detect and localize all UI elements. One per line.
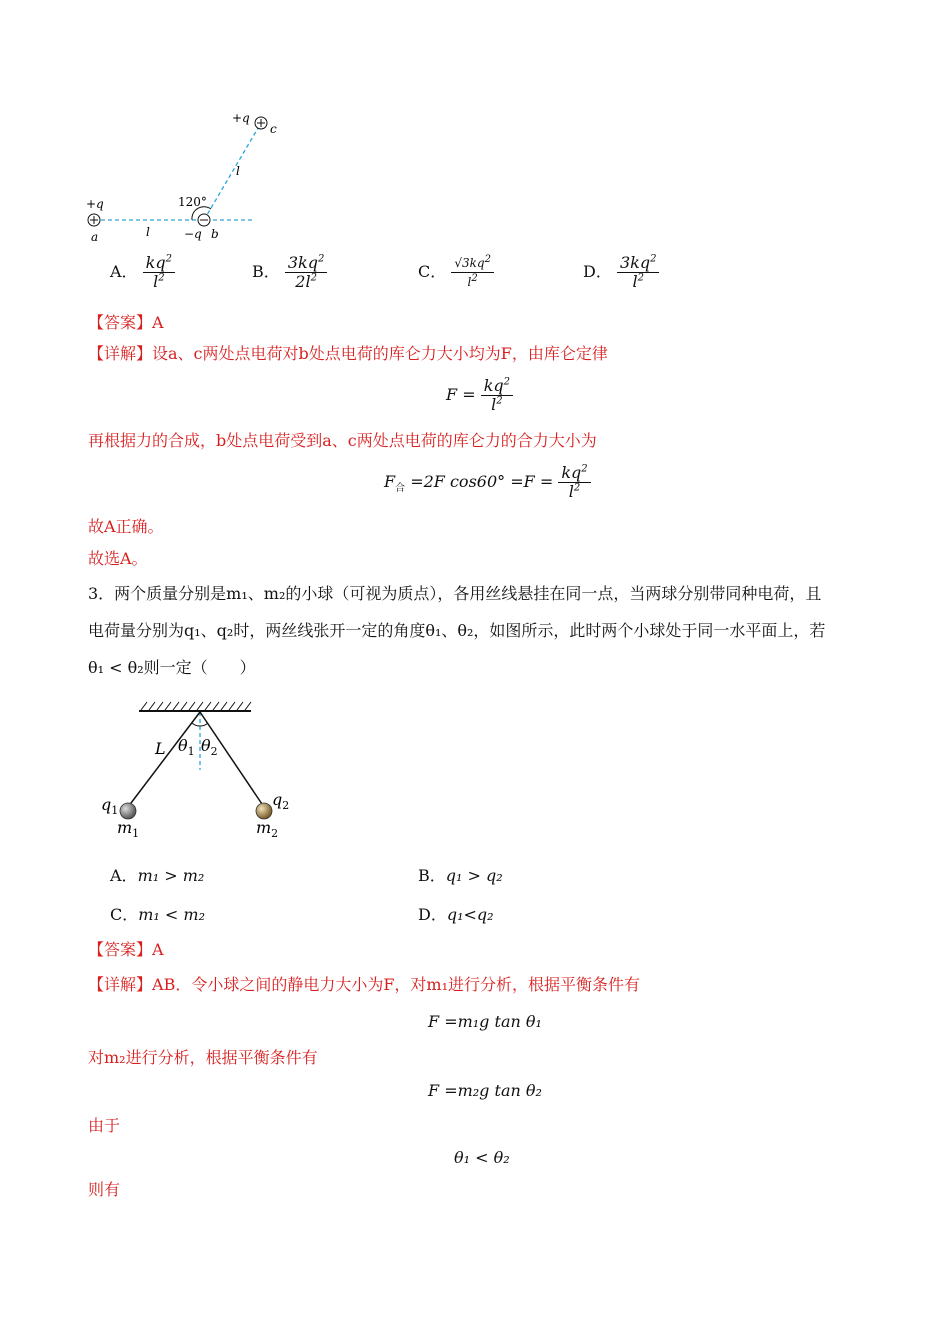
q3-option-a: A．m₁ > m₂ [110,866,205,885]
label-c: c [270,122,277,136]
q3-equation-3: θ₁ < θ₂ [454,1148,510,1167]
q2-choose: 故选A。 [88,549,148,568]
thread-right [200,712,264,807]
angle-arc [192,723,208,726]
label-b: b [211,227,219,241]
charge-b-icon [198,214,210,226]
option-b: B． $\frac{3kq^2}{2l^2}$ [252,254,327,291]
q3-equation-1: F =m₁g tan θ₁ [428,1012,542,1031]
coulomb-triangle-figure [80,105,280,250]
ceiling-hatch [141,702,251,710]
label-plus-q-a: +q [86,197,104,211]
ball-1 [120,803,136,819]
label-l-upper: l [236,164,240,178]
label-l-lower: l [146,225,150,239]
bc-dashed-line [204,123,261,220]
q3-since: 由于 [88,1116,121,1135]
pendulum-figure [95,698,315,848]
q3-detail-1: 【详解】AB．令小球之间的静电力大小为F，对m₁进行分析，根据平衡条件有 [88,975,641,994]
label-m2: $m_2$ [256,818,279,840]
q3-option-d: D．q₁<q₂ [418,905,494,924]
q2-conclusion: 故A正确。 [88,517,164,536]
label-plus-q-c: +q [232,111,250,125]
option-c: C． $\frac{√3kq^2}{l^2}$ [418,254,494,291]
q3-option-b: B．q₁ > q₂ [418,866,503,885]
label-q1: $q_1$ [101,795,119,817]
q3-then: 则有 [88,1180,121,1199]
charge-a-icon [88,214,100,226]
label-angle: 120° [178,195,207,209]
ball-2 [256,803,272,819]
label-theta2: $\theta_2$ [201,736,218,758]
q2-detail-2: 再根据力的合成，b处点电荷受到a、c两处点电荷的库仑力的合力大小为 [88,431,597,450]
label-a: a [91,230,99,244]
label-theta1: $\theta_1$ [178,736,195,758]
label-q2: $q_2$ [272,790,290,812]
q2-detail-1: 【详解】设a、c两处点电荷对b处点电荷的库仑力大小均为F，由库仑定律 [88,344,608,363]
q3-stem-line-1: 3．两个质量分别是m₁、m₂的小球（可视为质点），各用丝线悬挂在同一点，当两球分别带同种电荷，且 [88,584,822,603]
q2-answer: 【答案】A [88,313,164,332]
q3-equation-2: F =m₂g tan θ₂ [428,1081,542,1100]
thread-left [128,712,200,807]
option-a: A． $\frac{kq^2}{l^2}$ [110,254,175,291]
q3-detail-2: 对m₂进行分析，根据平衡条件有 [88,1048,318,1067]
label-m1: $m_1$ [117,818,140,840]
charge-c-icon [255,117,267,129]
label-minus-q: −q [184,227,202,241]
label-L: L [155,739,166,758]
q2-equation-2: $F_合 =2F$ cos60° =F = $\frac{kq^2}{l^2}$ [384,464,591,501]
q2-equation-1: F = $\frac{kq^2}{l^2}$ [446,377,513,414]
q3-answer: 【答案】A [88,940,164,959]
q3-stem-line-3: θ₁ < θ₂则一定（ ） [88,658,256,677]
q3-stem-line-2: 电荷量分别为q₁、q₂时，两丝线张开一定的角度θ₁、θ₂，如图所示，此时两个小球处于同一水平面上，若 [88,621,826,640]
option-d: D． $\frac{3kq^2}{l^2}$ [583,254,659,291]
q3-option-c: C．m₁ < m₂ [110,905,205,924]
